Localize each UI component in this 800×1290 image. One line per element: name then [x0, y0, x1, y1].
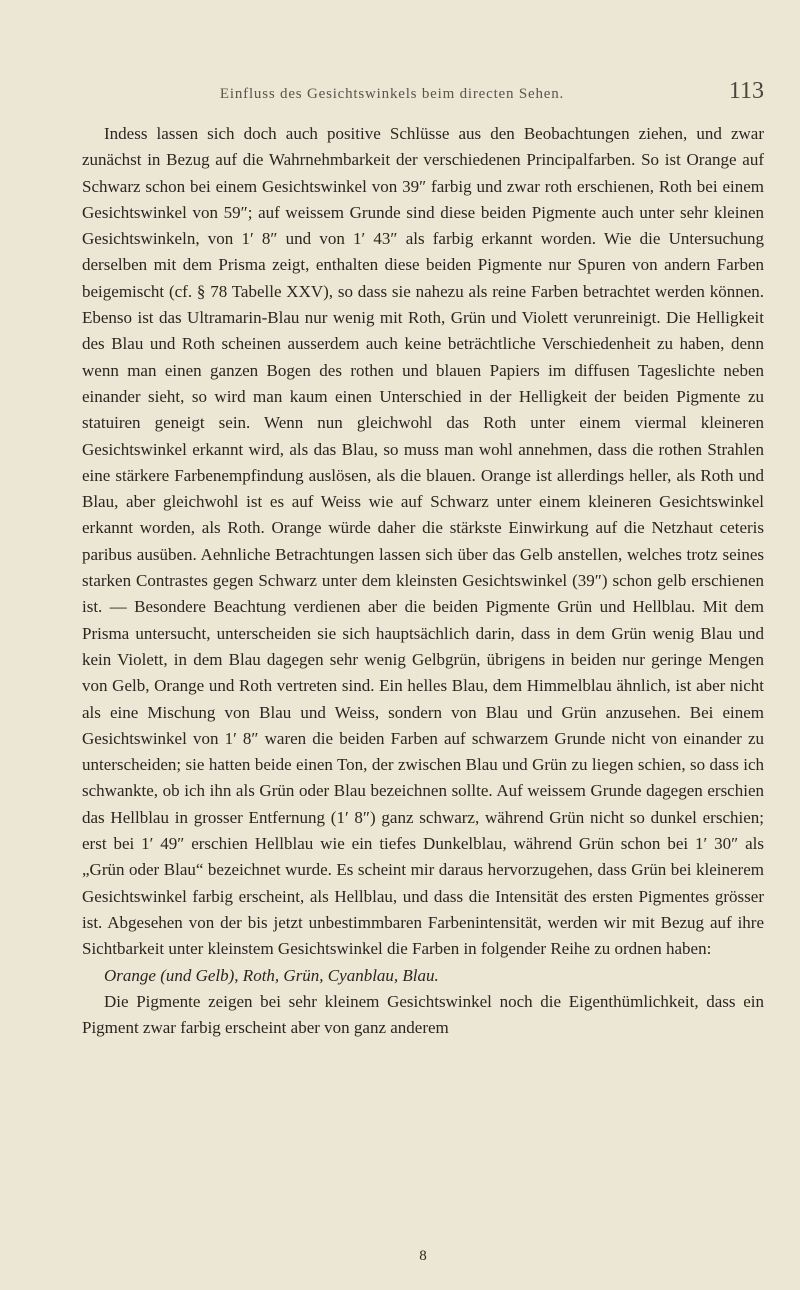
paragraph-main: Indess lassen sich doch auch positive Schlüsse aus den Beobachtungen ziehen, und zwar zunächst in Bezug auf die Wahrnehmbarkeit der verschiedenen Principalfarben. So ist Orange auf Schwarz schon bei einem Gesichtswinkel von 39″ farbig und zwar roth erschienen, Roth bei einem Gesichtswinkel von 59″; auf weissem Grunde sind diese beiden Pigmente auch unter sehr kleinen Gesichtswinkeln, von 1′ 8″ und von 1′ 43″ als farbig erkannt worden. Wie die Untersuchung derselben mit dem Prisma zeigt, enthalten diese beiden Pigmente nur Spuren von andern Farben beigemischt (cf. § 78 Tabelle XXV), so dass sie nahezu als reine Farben betrachtet werden können. Ebenso ist das Ultramarin-Blau nur wenig mit Roth, Grün und Violett verunreinigt. Die Helligkeit des Blau und Roth scheinen ausserdem auch keine beträchtliche Verschiedenheit zu haben, denn wenn man einen ganzen Bogen des rothen und blauen Papiers im diffusen Tageslichte neben einander sieht, so wird man kaum einen Unterschied in der Helligkeit der beiden Pigmente zu statuiren geneigt sein. Wenn nun gleichwohl das Roth unter einem viermal kleineren Gesichtswinkel erkannt wird, als das Blau, so muss man wohl annehmen, dass die rothen Strahlen eine stärkere Farbenempfindung auslösen, als die blauen. Orange ist allerdings heller, als Roth und Blau, aber gleichwohl ist es auf Weiss wie auf Schwarz unter einem kleineren Gesichtswinkel erkannt worden, als Roth. Orange würde daher die stärkste Einwirkung auf die Netzhaut ceteris paribus ausüben. Aehnliche Betrachtungen lassen sich über das Gelb anstellen, welches trotz seines starken Contrastes gegen Schwarz unter dem kleinsten Gesichtswinkel (39″) schon gelb erschienen ist. — Besondere Beachtung verdienen aber die beiden Pigmente Grün und Hellblau. Mit dem Prisma untersucht, unterscheiden sie sich hauptsächlich darin, dass in dem Grün wenig Blau und kein Violett, in dem Blau dagegen sehr wenig Gelbgrün, übrigens in beiden nur geringe Mengen von Gelb, Orange und Roth vertreten sind. Ein helles Blau, dem Himmelblau ähnlich, ist aber nicht als eine Mischung von Blau und Weiss, sondern von Blau und Grün anzusehen. Bei einem Gesichtswinkel von 1′ 8″ waren die beiden Farben auf schwarzem Grunde nicht von einander zu unterscheiden; sie hatten beide einen Ton, der zwischen Blau und Grün zu liegen schien, so dass ich schwankte, ob ich ihn als Grün oder Blau bezeichnen sollte. Auf weissem Grunde dagegen erschien das Hellblau in grosser Entfernung (1′ 8″) ganz schwarz, während Grün nicht so dunkel erschien; erst bei 1′ 49″ erschien Hellblau wie ein tiefes Dunkelblau, während Grün schon bei 1′ 30″ als „Grün oder Blau“ bezeichnet wurde. Es scheint mir daraus hervorzugehen, dass Grün bei kleinerem Gesichtswinkel farbig erscheint, als Hellblau, und dass die Intensität des ersten Pigmentes grösser ist. Abgesehen von der bis jetzt unbestimmbaren Farbenintensität, werden wir mit Bezug auf ihre Sichtbarkeit unter kleinstem Gesichtswinkel die Farben in folgender Reihe zu ordnen haben: [82, 124, 764, 959]
signature-mark: 8 [419, 1248, 427, 1264]
color-order-line: Orange (und Gelb), Roth, Grün, Cyanblau, Blau. [104, 965, 439, 985]
page-number: 113 [728, 78, 764, 104]
page-header [82, 78, 764, 114]
body-text [82, 121, 764, 1041]
running-title: Einfluss des Gesichtswinkels beim directen Sehen. [219, 86, 565, 102]
paragraph-continuation: Die Pigmente zeigen bei sehr kleinem Gesichtswinkel noch die Eigenthümlichkeit, dass ein Pigment zwar farbig erscheint aber von ganz anderem [82, 991, 764, 1038]
